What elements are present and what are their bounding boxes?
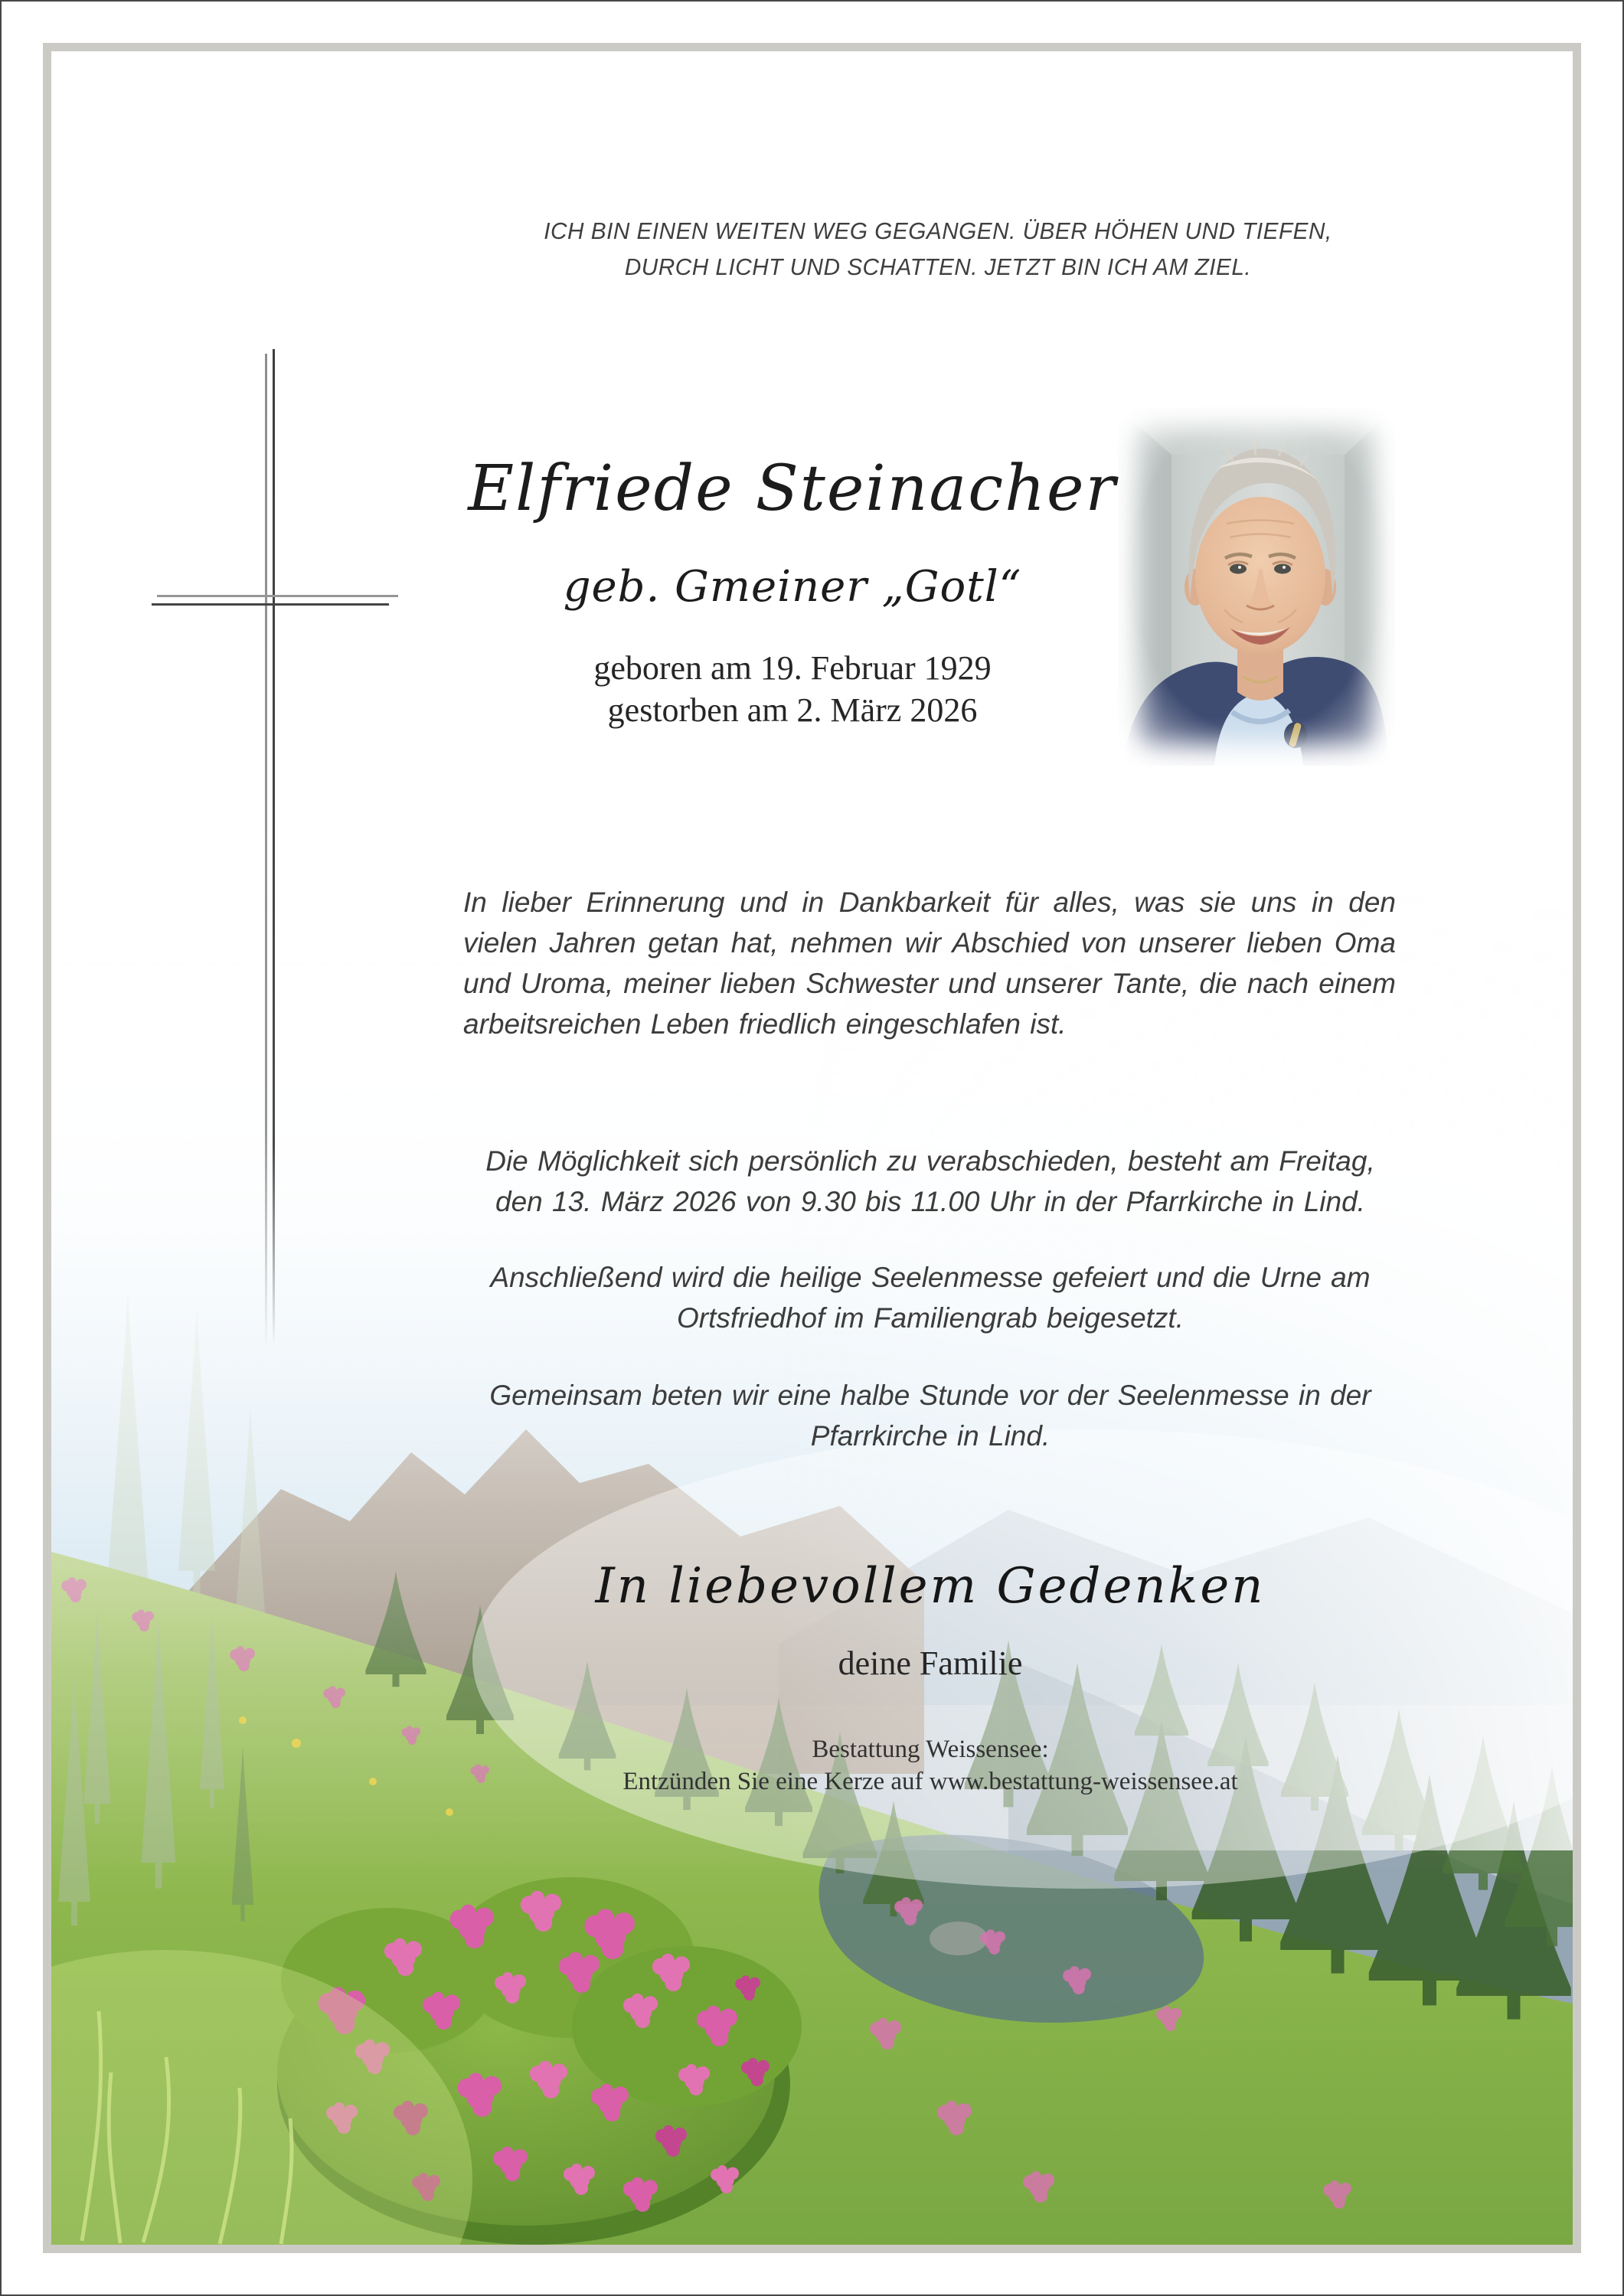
cross-vertical-light-line xyxy=(265,354,267,1349)
motto xyxy=(306,213,1570,285)
motto-line-1: ICH BIN EINEN WEITEN WEG GEGANGEN. ÜBER HÖHEN UND TIEFEN, xyxy=(544,217,1332,244)
viewing-line: den 13. März 2026 von 9.30 bis 11.00 Uhr in der Pfarrkirche in Lind. xyxy=(495,1186,1365,1217)
prayer-line: Gemeinsam beten wir eine halbe Stunde vor der Seelenmesse in der xyxy=(489,1380,1371,1411)
maiden-name: geb. Gmeiner „Gotl“ xyxy=(563,562,1022,612)
prayer-paragraph xyxy=(375,1375,1485,1456)
motto-line-2: DURCH LICHT UND SCHATTEN. JETZT BIN ICH AM ZIEL. xyxy=(624,253,1252,280)
cross-vertical-dark-line xyxy=(273,349,275,1346)
service-line: Anschließend wird die heilige Seelenmesse gefeiert und die Urne am xyxy=(490,1262,1371,1293)
prayer-line: Pfarrkirche in Lind. xyxy=(810,1420,1051,1452)
obituary-line: In lieber Erinnerung und in Dankbarkeit für alles, was sie uns in den xyxy=(463,887,1396,918)
service-line: Ortsfriedhof im Familiengrab beigesetzt. xyxy=(677,1302,1184,1334)
obituary-line: vielen Jahren getan hat, nehmen wir Abschied von unserer lieben Oma xyxy=(463,927,1396,959)
viewing-paragraph xyxy=(375,1141,1485,1222)
service-paragraph xyxy=(375,1257,1485,1338)
funeral-home-name: Bestattung Weissensee: xyxy=(812,1736,1049,1763)
birth-date: geboren am 19. Februar 1929 xyxy=(593,649,992,687)
viewing-line: Die Möglichkeit sich persönlich zu verabschieden, besteht am Freitag, xyxy=(485,1145,1375,1177)
dedication-script: In liebevollem Gedenken xyxy=(595,1558,1266,1615)
family-signature: deine Familie xyxy=(838,1644,1023,1682)
funeral-home-candle-note: Entzünden Sie eine Kerze auf www.bestattung-weissensee.at xyxy=(622,1768,1238,1795)
obituary-line: und Uroma, meiner lieben Schwester und unserer Tante, die nach einem xyxy=(463,968,1396,999)
deceased-name: Elfriede Steinacher xyxy=(468,452,1117,525)
obituary-paragraph xyxy=(463,882,1396,1044)
death-date: gestorben am 2. März 2026 xyxy=(607,691,978,729)
obituary-line: arbeitsreichen Leben friedlich eingeschlafen ist. xyxy=(463,1008,1067,1040)
